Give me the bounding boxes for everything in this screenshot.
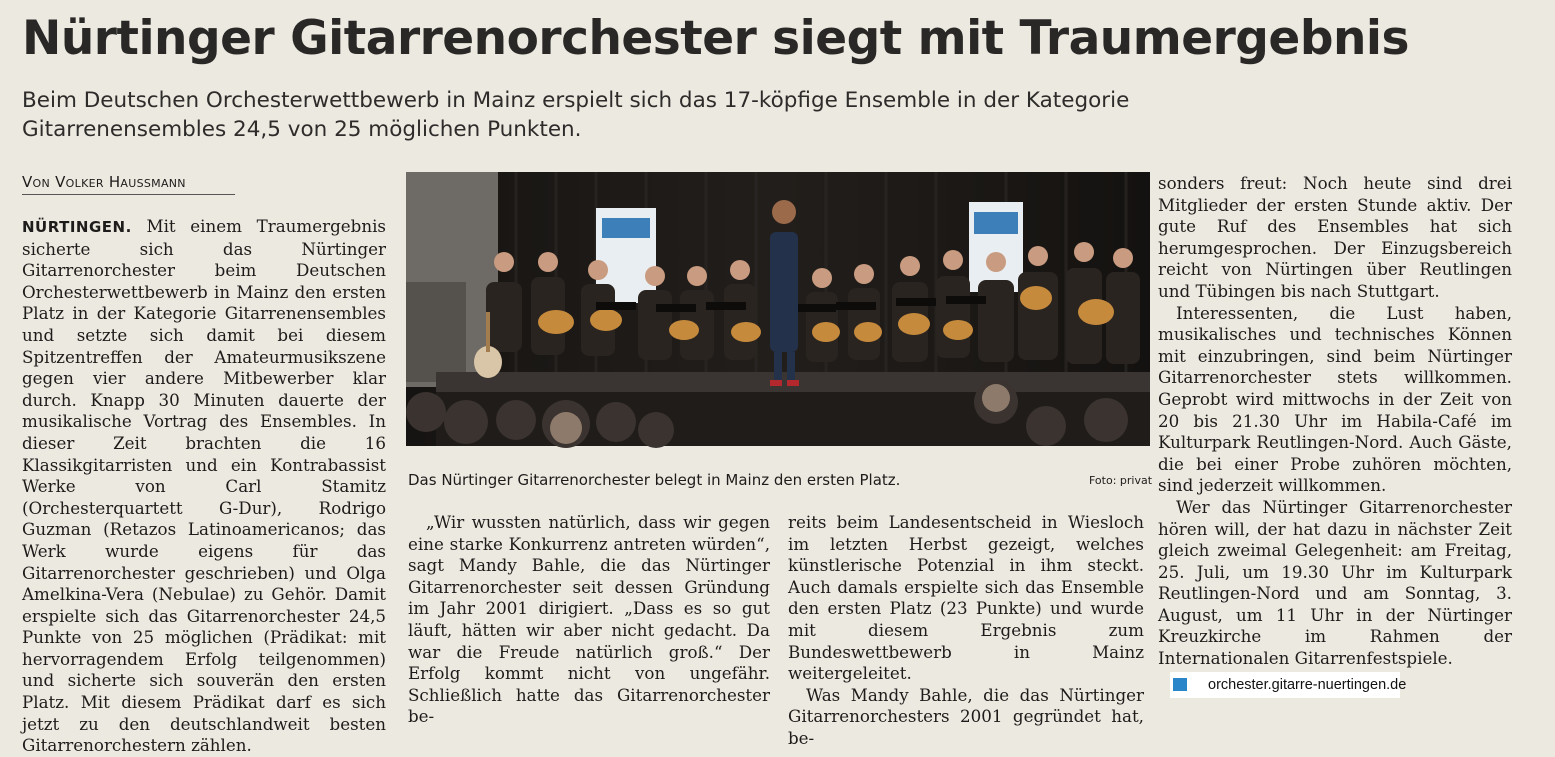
orchestra-photo-illustration (406, 172, 1150, 446)
website-link[interactable] (1170, 672, 1407, 698)
paragraph: sonders freut: Noch heute sind drei Mitglieder der ersten Stunde aktiv. Der gute Ruf des Ensembles hat sich herumgesprochen. Der Einzugsbereich reicht von Nürtingen über Reutlingen und Tübingen bis nach Stuttgart. (1158, 173, 1512, 301)
article-column-3 (788, 512, 1144, 750)
orchestra-photo (406, 172, 1150, 446)
paragraph: Interessenten, die Lust haben, musikalisches und technisches Können mit einzubringen, sind beim Nürtinger Gitarrenorchester stets willkommen. Geprobt wird mittwochs in der Zeit von 20 bis 21.30 Uhr im Habila-Café im Kulturpark Reutlingen-Nord. Auch Gäste, die bei einer Probe zuhören möchten, sind jederzeit willkommen. (1158, 302, 1512, 496)
photo-credit: Foto: privat (1089, 474, 1153, 487)
article-subheadline: Beim Deutschen Orchesterwettbewerb in Mainz erspielt sich das 17-köpfige Ensemble in der Kategorie Gitarrenensembles 24,5 von 25 möglichen Punkten. (22, 88, 1130, 142)
paragraph: Mit einem Traumergebnis sicherte sich das Nürtinger Gitarrenorchester beim Deutschen Orchesterwettbewerb in Mainz den ersten Platz in der Kategorie Gitarrenensembles und setzte sich damit bei diesem Spitzentreffen der Amateurmusikszene gegen vier andere Mitbewerber klar durch. Knapp 30 Minuten dauerte der musikalische Vortrag des Ensembles. In dieser Zeit brachten die 16 Klassikgitarristen und ein Kontrabassist Werke von Carl Stamitz (Orchesterquartett G-Dur), Rodrigo Guzman (Retazos Latinoamericanos; das Werk wurde eigens für das Gitarrenorchester geschrieben) und Olga Amelkina-Vera (Nebulae) zu Gehör. Damit erspielte sich das Gitarrenorchester 24,5 Punkte von 25 möglichen (Prädikat: mit hervorragendem Erfolg teilgenommen) und sicherte sich souverän den ersten Platz. Mit diesem Prädikat darf es sich jetzt zu den deutschlandweit besten Gitarrenorchestern zählen. (22, 216, 386, 756)
article-byline: Von Volker Haussmann (22, 171, 235, 195)
link-square-icon (1173, 678, 1187, 691)
article-headline: Nürtinger Gitarrenorchester siegt mit Traumergebnis (22, 11, 1410, 66)
article-dateline: NÜRTINGEN. (22, 218, 132, 236)
article-column-1 (22, 216, 386, 757)
paragraph: Was Mandy Bahle, die das Nürtinger Gitarrenorchesters 2001 gegründet hat, be- (788, 684, 1144, 748)
article-column-2 (408, 512, 770, 728)
paragraph: reits beim Landesentscheid in Wiesloch im letzten Herbst gezeigt, welches künstlerische Potenzial in ihm steckt. Auch damals erspielte sich das Ensemble den ersten Platz (23 Punkte) und wurde mit diesem Ergebnis zum Bundeswettbewerb in Mainz weitergeleitet. (788, 512, 1144, 684)
article-column-4 (1158, 173, 1512, 670)
paragraph: Wer das Nürtinger Gitarrenorchester hören will, der hat dazu in nächster Zeit gleich zweimal Gelegenheit: am Freitag, 25. Juli, um 19.30 Uhr im Kulturpark Reutlingen-Nord und am Sonntag, 3. August, um 11 Uhr in der Nürtinger Kreuzkirche im Rahmen der Internationalen Gitarrenfestspiele. (1158, 496, 1512, 669)
photo-caption: Das Nürtinger Gitarrenorchester belegt in Mainz den ersten Platz. (408, 471, 901, 489)
paragraph: „Wir wussten natürlich, dass wir gegen eine starke Konkurrenz antreten würden“, sagt Mandy Bahle, die das Nürtinger Gitarrenorchester seit dessen Gründung im Jahr 2001 dirigiert. „Dass es so gut läuft, hätten wir aber nicht gedacht. Da war die Freude natürlich groß.“ Der Erfolg kommt nicht von ungefähr. Schließlich hatte das Gitarrenorchester be- (408, 512, 770, 727)
website-url[interactable]: orchester.gitarre-nuertingen.de (1208, 677, 1407, 693)
